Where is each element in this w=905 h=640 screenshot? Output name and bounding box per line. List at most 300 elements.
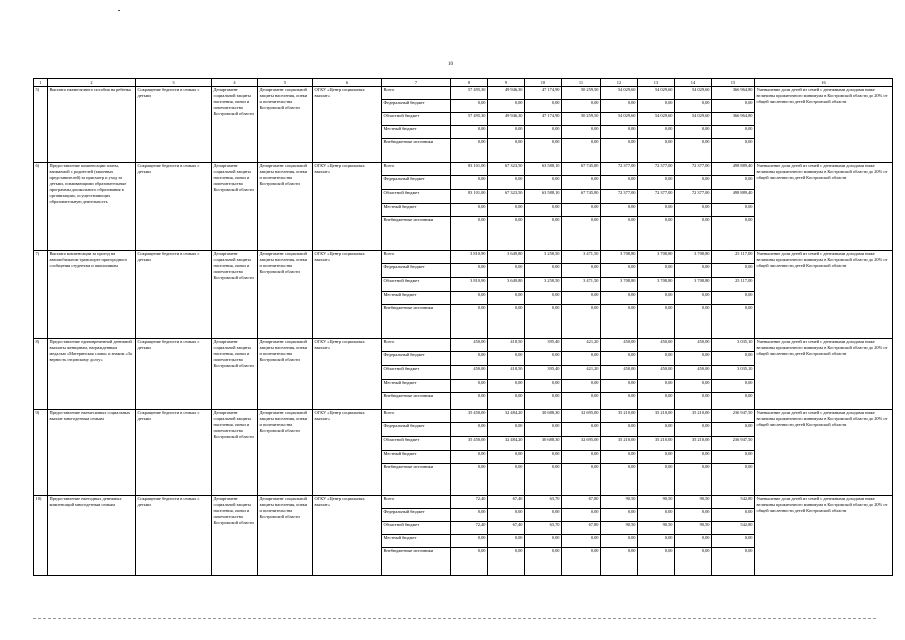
amount-cell: 0,00 [638, 292, 675, 305]
amount-cell: 54 029,60 [675, 113, 712, 126]
column-header-4: 4 [212, 79, 258, 87]
amount-cell: 0,00 [712, 100, 755, 113]
amount-cell: 0,00 [675, 393, 712, 410]
amount-cell: 0,00 [601, 126, 638, 139]
funding-source: Местный бюджет [382, 380, 451, 393]
amount-cell: 0,00 [638, 204, 675, 217]
column-header-6: 6 [313, 79, 382, 87]
amount-cell: 67,40 [488, 522, 525, 535]
amount-cell: 0,00 [675, 292, 712, 305]
amount-cell: 0,00 [488, 176, 525, 190]
funding-source: Всего [382, 163, 451, 176]
funding-source: Местный бюджет [382, 535, 451, 548]
funding-source: Всего [382, 496, 451, 509]
amount-cell: 0,00 [451, 464, 488, 496]
column-header-5: 5 [258, 79, 313, 87]
amount-cell: 0,00 [601, 423, 638, 437]
amount-cell: 0,00 [525, 126, 562, 139]
amount-cell: 0,00 [675, 451, 712, 464]
amount-cell: 35 210,00 [638, 437, 675, 451]
amount-cell: 0,00 [451, 176, 488, 190]
funding-source: Местный бюджет [382, 292, 451, 305]
amount-cell: 35 450,00 [451, 437, 488, 451]
responsible-cell: Департамент социальной защиты населения, опеки и попечительства Костромской области [212, 339, 258, 410]
amount-cell: 72,40 [451, 496, 488, 509]
amount-cell: 0,00 [525, 139, 562, 163]
amount-cell: 90,50 [675, 496, 712, 509]
amount-cell: 0,00 [638, 423, 675, 437]
item-number: 5) [34, 87, 48, 163]
amount-cell: 0,00 [601, 380, 638, 393]
funding-source: Всего [382, 410, 451, 423]
table-row [34, 410, 893, 423]
amount-cell: 0,00 [712, 548, 755, 576]
amount-cell: 0,00 [488, 451, 525, 464]
amount-cell: 0,00 [638, 535, 675, 548]
amount-cell: 418,50 [488, 366, 525, 380]
amount-cell: 35 210,00 [675, 410, 712, 423]
amount-cell: 0,00 [675, 217, 712, 251]
funding-source: Федеральный бюджет [382, 264, 451, 278]
amount-cell: 450,00 [601, 366, 638, 380]
funding-source: Внебюджетные источники [382, 464, 451, 496]
funding-source: Всего [382, 87, 451, 100]
column-header-13: 13 [638, 79, 675, 87]
page-bottom-edge [33, 618, 876, 619]
amount-cell: 0,00 [562, 292, 601, 305]
amount-cell: 63 588,10 [525, 190, 562, 204]
amount-cell: 0,00 [601, 305, 638, 339]
column-number-row [34, 79, 893, 87]
funding-source: Внебюджетные источники [382, 305, 451, 339]
amount-cell: 54 029,60 [638, 113, 675, 126]
amount-cell: 3 708,80 [638, 278, 675, 292]
funding-source: Внебюджетные источники [382, 139, 451, 163]
amount-cell: 366 964,80 [712, 87, 755, 100]
amount-cell: 63,70 [525, 522, 562, 535]
amount-cell: 0,00 [525, 176, 562, 190]
amount-cell: 0,00 [488, 548, 525, 576]
amount-cell: 0,00 [712, 393, 755, 410]
amount-cell: 90,50 [638, 496, 675, 509]
amount-cell: 35 450,00 [451, 410, 488, 423]
amount-cell: 0,00 [525, 451, 562, 464]
amount-cell: 3 649,80 [488, 251, 525, 264]
amount-cell: 0,00 [601, 204, 638, 217]
amount-cell: 3 258,50 [525, 251, 562, 264]
amount-cell: 49 946,30 [488, 87, 525, 100]
amount-cell: 0,00 [675, 423, 712, 437]
amount-cell: 0,00 [525, 264, 562, 278]
amount-cell: 0,00 [451, 509, 488, 522]
column-header-8: 8 [451, 79, 488, 87]
amount-cell: 0,00 [451, 352, 488, 366]
goal-cell: Сокращение бедности в семьях с детьми [136, 251, 212, 339]
amount-cell: 3 708,80 [638, 251, 675, 264]
goal-cell: Сокращение бедности в семьях с детьми [136, 496, 212, 576]
amount-cell: 0,00 [488, 509, 525, 522]
amount-cell: 542,80 [712, 496, 755, 509]
amount-cell: 0,00 [675, 535, 712, 548]
goal-cell: Сокращение бедности в семьях с детьми [136, 410, 212, 496]
item-number: 6) [34, 163, 48, 251]
amount-cell: 72 377,00 [675, 163, 712, 176]
amount-cell: 72 377,00 [601, 190, 638, 204]
goal-cell: Сокращение бедности в семьях с детьми [136, 87, 212, 163]
amount-cell: 25 117,00 [712, 251, 755, 264]
amount-cell: 0,00 [638, 464, 675, 496]
funding-source: Областной бюджет [382, 522, 451, 535]
column-header-10: 10 [525, 79, 562, 87]
amount-cell: 3 708,80 [601, 251, 638, 264]
amount-cell: 3 708,80 [601, 278, 638, 292]
measure-name: Предоставление ежемесячных социальных выплат многодетным семьям [48, 410, 136, 496]
amount-cell: 54 029,60 [601, 87, 638, 100]
amount-cell: 0,00 [712, 423, 755, 437]
amount-cell: 0,00 [638, 380, 675, 393]
amount-cell: 0,00 [488, 423, 525, 437]
amount-cell: 3 258,50 [525, 278, 562, 292]
amount-cell: 90,50 [638, 522, 675, 535]
amount-cell: 0,00 [525, 217, 562, 251]
funding-source: Местный бюджет [382, 204, 451, 217]
amount-cell: 0,00 [525, 509, 562, 522]
amount-cell: 0,00 [451, 451, 488, 464]
amount-cell: 0,00 [712, 176, 755, 190]
amount-cell: 0,00 [488, 217, 525, 251]
amount-cell: 0,00 [601, 464, 638, 496]
table-row [34, 87, 893, 100]
amount-cell: 0,00 [675, 264, 712, 278]
column-header-1: 1 [34, 79, 48, 87]
amount-cell: 0,00 [451, 423, 488, 437]
responsible-cell: Департамент социальной защиты населения, опеки и попечительства Костромской области [212, 251, 258, 339]
amount-cell: 0,00 [638, 509, 675, 522]
amount-cell: 72 377,00 [601, 163, 638, 176]
amount-cell: 0,00 [675, 380, 712, 393]
amount-cell: 0,00 [601, 509, 638, 522]
measure-name: Выплата компенсации за проезд на автомобильном транспорте пригородного сообщения студентам и школьникам [48, 251, 136, 339]
amount-cell: 3 810,90 [451, 251, 488, 264]
amount-cell: 0,00 [451, 126, 488, 139]
amount-cell: 395,40 [525, 366, 562, 380]
amount-cell: 47 174,90 [525, 113, 562, 126]
amount-cell: 0,00 [451, 535, 488, 548]
amount-cell: 0,00 [488, 380, 525, 393]
amount-cell: 0,00 [712, 509, 755, 522]
expected-result: Уменьшение доли детей из семей с денежными доходами ниже величины прожиточного минимума в Костромской области до 20% от общей численности детей Костромской области [755, 251, 893, 339]
amount-cell: 498 889,40 [712, 163, 755, 176]
amount-cell: 450,00 [601, 339, 638, 352]
amount-cell: 54 029,60 [675, 87, 712, 100]
amount-cell: 0,00 [488, 305, 525, 339]
amount-cell: 0,00 [562, 352, 601, 366]
amount-cell: 47 174,90 [525, 87, 562, 100]
amount-cell: 67,40 [488, 496, 525, 509]
responsible-cell: Департамент социальной защиты населения, опеки и попечительства Костромской области [212, 163, 258, 251]
amount-cell: 49 946,30 [488, 113, 525, 126]
amount-cell: 421,20 [562, 366, 601, 380]
amount-cell: 0,00 [562, 464, 601, 496]
amount-cell: 0,00 [525, 204, 562, 217]
expected-result: Уменьшение доли детей из семей с денежными доходами ниже величины прожиточного минимума в Костромской области до 20% от общей численности детей Костромской области [755, 163, 893, 251]
amount-cell: 0,00 [451, 548, 488, 576]
executor-cell: ОГКУ «Центр социальных выплат» [313, 251, 382, 339]
column-header-2: 2 [48, 79, 136, 87]
amount-cell: 0,00 [601, 393, 638, 410]
amount-cell: 0,00 [562, 380, 601, 393]
amount-cell: 0,00 [712, 139, 755, 163]
amount-cell: 0,00 [712, 204, 755, 217]
amount-cell: 50 259,50 [562, 87, 601, 100]
funding-source: Внебюджетные источники [382, 393, 451, 410]
executor-cell: ОГКУ «Центр социальных выплат» [313, 339, 382, 410]
amount-cell: 3 035,10 [712, 339, 755, 352]
amount-cell: 0,00 [638, 139, 675, 163]
amount-cell: 0,00 [451, 380, 488, 393]
funding-source: Федеральный бюджет [382, 352, 451, 366]
amount-cell: 0,00 [562, 509, 601, 522]
amount-cell: 0,00 [451, 100, 488, 113]
responsible-cell: Департамент социальной защиты населения, опеки и попечительства Костромской области [212, 87, 258, 163]
amount-cell: 0,00 [488, 204, 525, 217]
amount-cell: 0,00 [675, 305, 712, 339]
amount-cell: 0,00 [562, 217, 601, 251]
amount-cell: 0,00 [562, 393, 601, 410]
amount-cell: 366 964,80 [712, 113, 755, 126]
funding-source: Местный бюджет [382, 126, 451, 139]
amount-cell: 54 029,60 [601, 113, 638, 126]
amount-cell: 0,00 [562, 100, 601, 113]
amount-cell: 450,00 [638, 339, 675, 352]
amount-cell: 0,00 [712, 126, 755, 139]
goal-cell: Сокращение бедности в семьях с детьми [136, 339, 212, 410]
amount-cell: 0,00 [488, 535, 525, 548]
amount-cell: 67 323,50 [488, 190, 525, 204]
amount-cell: 67 745,80 [562, 163, 601, 176]
expected-result: Уменьшение доли детей из семей с денежными доходами ниже величины прожиточного минимума в Костромской области до 20% от общей численности детей Костромской области [755, 410, 893, 496]
amount-cell: 3 471,50 [562, 278, 601, 292]
funding-source: Федеральный бюджет [382, 509, 451, 522]
amount-cell: 395,40 [525, 339, 562, 352]
co-executor-cell: Департамент социальной защиты населения, опеки и попечительства Костромской области [258, 410, 313, 496]
amount-cell: 0,00 [562, 264, 601, 278]
amount-cell: 0,00 [638, 451, 675, 464]
amount-cell: 0,00 [562, 176, 601, 190]
co-executor-cell: Департамент социальной защиты населения, опеки и попечительства Костромской области [258, 163, 313, 251]
amount-cell: 0,00 [675, 100, 712, 113]
executor-cell: ОГКУ «Центр социальных выплат» [313, 496, 382, 576]
expected-result: Уменьшение доли детей из семей с денежными доходами ниже величины прожиточного минимума в Костромской области до 20% от общей численности детей Костромской области [755, 496, 893, 576]
amount-cell: 63 588,10 [525, 163, 562, 176]
amount-cell: 67 323,50 [488, 163, 525, 176]
amount-cell: 0,00 [525, 305, 562, 339]
funding-source: Внебюджетные источники [382, 217, 451, 251]
amount-cell: 0,00 [601, 100, 638, 113]
amount-cell: 0,00 [488, 264, 525, 278]
amount-cell: 67,80 [562, 522, 601, 535]
amount-cell: 3 810,90 [451, 278, 488, 292]
amount-cell: 418,50 [488, 339, 525, 352]
amount-cell: 0,00 [675, 126, 712, 139]
amount-cell: 32 484,20 [488, 437, 525, 451]
amount-cell: 0,00 [488, 464, 525, 496]
responsible-cell: Департамент социальной защиты населения, опеки и попечительства Костромской области [212, 410, 258, 496]
amount-cell: 0,00 [562, 548, 601, 576]
amount-cell: 0,00 [525, 352, 562, 366]
amount-cell: 450,00 [638, 366, 675, 380]
amount-cell: 0,00 [601, 352, 638, 366]
funding-source: Областной бюджет [382, 113, 451, 126]
amount-cell: 0,00 [525, 380, 562, 393]
amount-cell: 0,00 [638, 100, 675, 113]
amount-cell: 498 889,40 [712, 190, 755, 204]
column-header-16: 16 [755, 79, 893, 87]
amount-cell: 0,00 [638, 305, 675, 339]
amount-cell: 0,00 [562, 126, 601, 139]
amount-cell: 35 210,00 [601, 437, 638, 451]
amount-cell: 0,00 [562, 423, 601, 437]
amount-cell: 57 495,30 [451, 87, 488, 100]
amount-cell: 0,00 [638, 548, 675, 576]
goal-cell: Сокращение бедности в семьях с детьми [136, 163, 212, 251]
amount-cell: 3 649,80 [488, 278, 525, 292]
budget-table [33, 78, 893, 576]
column-header-3: 3 [136, 79, 212, 87]
column-header-14: 14 [675, 79, 712, 87]
amount-cell: 542,80 [712, 522, 755, 535]
responsible-cell: Департамент социальной защиты населения, опеки и попечительства Костромской области [212, 496, 258, 576]
amount-cell: 32 695,00 [562, 410, 601, 423]
funding-source: Внебюджетные источники [382, 548, 451, 576]
page-number: 10 [448, 62, 453, 67]
funding-source: Всего [382, 339, 451, 352]
amount-cell: 0,00 [562, 139, 601, 163]
measure-name: Предоставление единовременной денежной выплаты женщинам, награжденным медалью «Материнская слава» и знаком «За верность отцовскому долгу» [48, 339, 136, 410]
amount-cell: 0,00 [638, 217, 675, 251]
amount-cell: 450,00 [451, 366, 488, 380]
funding-source: Областной бюджет [382, 190, 451, 204]
co-executor-cell: Департамент социальной защиты населения, опеки и попечительства Костромской области [258, 339, 313, 410]
amount-cell: 3 708,80 [675, 278, 712, 292]
amount-cell: 0,00 [451, 217, 488, 251]
amount-cell: 83 101,00 [451, 190, 488, 204]
amount-cell: 35 210,00 [601, 410, 638, 423]
funding-source: Областной бюджет [382, 437, 451, 451]
amount-cell: 0,00 [488, 393, 525, 410]
table-row [34, 339, 893, 352]
amount-cell: 72 377,00 [675, 190, 712, 204]
amount-cell: 3 471,50 [562, 251, 601, 264]
amount-cell: 0,00 [712, 305, 755, 339]
amount-cell: 0,00 [712, 380, 755, 393]
funding-source: Местный бюджет [382, 451, 451, 464]
amount-cell: 0,00 [638, 176, 675, 190]
amount-cell: 0,00 [601, 548, 638, 576]
funding-source: Федеральный бюджет [382, 100, 451, 113]
co-executor-cell: Департамент социальной защиты населения, опеки и попечительства Костромской области [258, 251, 313, 339]
amount-cell: 0,00 [525, 548, 562, 576]
column-header-11: 11 [562, 79, 601, 87]
funding-source: Всего [382, 251, 451, 264]
measure-name: Предоставление ежегодных денежных компенсаций многодетным семьям [48, 496, 136, 576]
amount-cell: 0,00 [488, 126, 525, 139]
item-number: 8) [34, 339, 48, 410]
table-row [34, 496, 893, 509]
amount-cell: 32 484,20 [488, 410, 525, 423]
amount-cell: 30 688,30 [525, 410, 562, 423]
amount-cell: 0,00 [451, 292, 488, 305]
item-number: 10) [34, 496, 48, 576]
funding-source: Федеральный бюджет [382, 423, 451, 437]
amount-cell: 72,40 [451, 522, 488, 535]
amount-cell: 25 117,00 [712, 278, 755, 292]
table-row [34, 251, 893, 264]
expected-result: Уменьшение доли детей из семей с денежными доходами ниже величины прожиточного минимума в Костромской области до 20% от общей численности детей Костромской области [755, 87, 893, 163]
amount-cell: 0,00 [712, 264, 755, 278]
amount-cell: 0,00 [525, 393, 562, 410]
amount-cell: 0,00 [712, 535, 755, 548]
executor-cell: ОГКУ «Центр социальных выплат» [313, 163, 382, 251]
amount-cell: 67,80 [562, 496, 601, 509]
amount-cell: 63,70 [525, 496, 562, 509]
amount-cell: 0,00 [451, 393, 488, 410]
amount-cell: 421,20 [562, 339, 601, 352]
amount-cell: 50 259,50 [562, 113, 601, 126]
executor-cell: ОГКУ «Центр социальных выплат» [313, 410, 382, 496]
amount-cell: 35 210,00 [638, 410, 675, 423]
amount-cell: 32 695,00 [562, 437, 601, 451]
amount-cell: 0,00 [451, 305, 488, 339]
amount-cell: 0,00 [675, 464, 712, 496]
item-number: 9) [34, 410, 48, 496]
amount-cell: 0,00 [601, 217, 638, 251]
amount-cell: 72 377,00 [638, 190, 675, 204]
amount-cell: 0,00 [712, 292, 755, 305]
amount-cell: 0,00 [712, 352, 755, 366]
measure-name: Выплата ежемесячного пособия на ребенка [48, 87, 136, 163]
amount-cell: 83 101,00 [451, 163, 488, 176]
amount-cell: 30 688,30 [525, 437, 562, 451]
co-executor-cell: Департамент социальной защиты населения, опеки и попечительства Костромской области [258, 87, 313, 163]
amount-cell: 0,00 [675, 352, 712, 366]
amount-cell: 0,00 [712, 464, 755, 496]
amount-cell: 0,00 [562, 204, 601, 217]
amount-cell: 0,00 [675, 204, 712, 217]
amount-cell: 90,50 [601, 496, 638, 509]
amount-cell: 450,00 [451, 339, 488, 352]
amount-cell: 0,00 [562, 451, 601, 464]
amount-cell: 0,00 [601, 451, 638, 464]
amount-cell: 0,00 [638, 264, 675, 278]
amount-cell: 0,00 [638, 352, 675, 366]
amount-cell: 0,00 [451, 139, 488, 163]
amount-cell: 450,00 [675, 339, 712, 352]
table-row [34, 163, 893, 176]
amount-cell: 0,00 [638, 126, 675, 139]
amount-cell: 0,00 [562, 535, 601, 548]
amount-cell: 0,00 [525, 423, 562, 437]
amount-cell: 0,00 [601, 139, 638, 163]
amount-cell: 0,00 [601, 264, 638, 278]
amount-cell: 3 035,10 [712, 366, 755, 380]
amount-cell: 0,00 [562, 305, 601, 339]
amount-cell: 90,50 [675, 522, 712, 535]
amount-cell: 57 495,30 [451, 113, 488, 126]
expected-result: Уменьшение доли детей из семей с денежными доходами ниже величины прожиточного минимума в Костромской области до 20% от общей численности детей Костромской области [755, 339, 893, 410]
column-header-15: 15 [712, 79, 755, 87]
amount-cell: 0,00 [488, 292, 525, 305]
